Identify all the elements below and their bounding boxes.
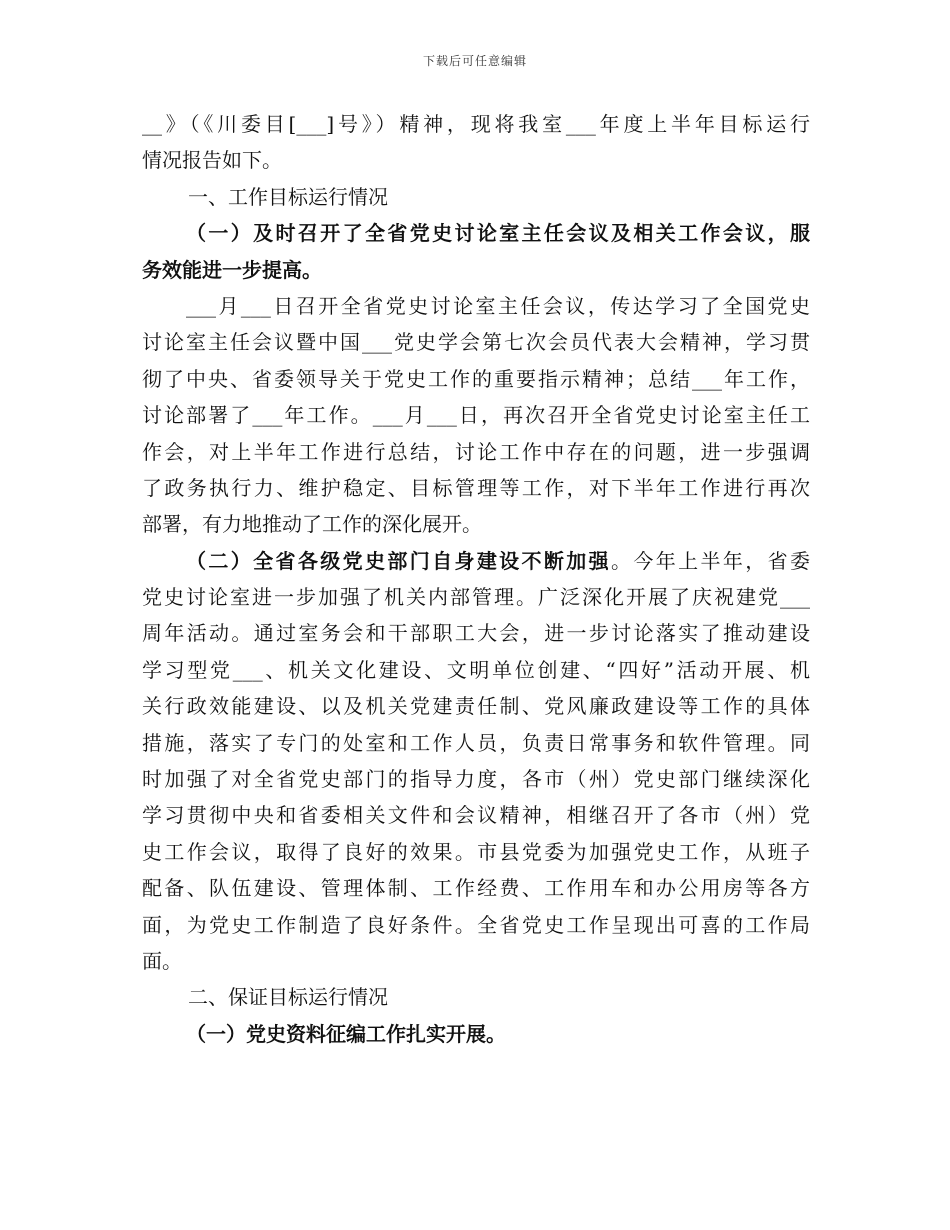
- subsection-heading: （一）党史资料征编工作扎实开展。: [186, 1021, 506, 1046]
- paragraph-line: 讨论部署了___年工作。___月___日，再次召开全省党史讨论室主任工: [142, 403, 810, 428]
- subsection-heading: （一）及时召开了全省党史讨论室主任会议及相关工作会议，服: [186, 221, 810, 246]
- paragraph-line: 周年活动。通过室务会和干部职工大会，进一步讨论落实了推动建设: [142, 621, 810, 646]
- subsection-heading: （二）全省各级党史部门自身建设不断加强: [186, 548, 612, 573]
- section-heading: 一、工作目标运行情况: [188, 184, 388, 209]
- paragraph-line: 部署，有力地推动了工作的深化展开。: [142, 512, 482, 537]
- paragraph-line: 学习贯彻中央和省委相关文件和会议精神，相继召开了各市（州）党: [142, 803, 810, 828]
- document-body: [142, 106, 810, 1052]
- paragraph-line: 学习型党___、机关文化建设、文明单位创建、“四好”活动开展、机: [142, 657, 810, 682]
- section-heading: 二、保证目标运行情况: [188, 985, 388, 1010]
- paragraph-text: 。今年上半年，省委: [611, 548, 811, 573]
- paragraph-line: 史工作会议，取得了良好的效果。市县党委为加强党史工作，从班子: [142, 839, 810, 864]
- paragraph-line: 面，为党史工作制造了良好条件。全省党史工作呈现出可喜的工作局: [142, 912, 810, 937]
- paragraph-line: 彻了中央、省委领导关于党史工作的重要指示精神；总结___年工作，: [142, 366, 810, 391]
- paragraph-line: 作会，对上半年工作进行总结，讨论工作中存在的问题，进一步强调: [142, 439, 810, 464]
- paragraph-line: [142, 543, 810, 579]
- paragraph-line: 措施，落实了专门的处室和工作人员，负责日常事务和软件管理。同: [142, 730, 810, 755]
- paragraph-line: 了政务执行力、维护稳定、目标管理等工作，对下半年工作进行再次: [142, 475, 810, 500]
- page-header: 下载后可任意编辑: [422, 54, 527, 68]
- paragraph-line: ___月___日召开全省党史讨论室主任会议，传达学习了全国党史: [186, 293, 810, 318]
- paragraph-line: 关行政效能建设、以及机关党建责任制、党风廉政建设等工作的具体: [142, 694, 810, 719]
- subsection-heading: 务效能进一步提高。: [142, 257, 322, 282]
- paragraph-line: 配备、队伍建设、管理体制、工作经费、工作用车和办公用房等各方: [142, 876, 810, 901]
- paragraph-line: 讨论室主任会议暨中国___党史学会第七次会员代表大会精神，学习贯: [142, 330, 810, 355]
- paragraph-line: 党史讨论室进一步加强了机关内部管理。广泛深化开展了庆祝建党___: [142, 585, 810, 610]
- paragraph-line: 面。: [142, 948, 182, 973]
- paragraph-line: 情况报告如下。: [142, 148, 282, 173]
- paragraph-line: __》（《川委目[___]号》）精神，现将我室___年度上半年目标运行: [142, 112, 810, 136]
- paragraph-line: 时加强了对全省党史部门的指导力度，各市（州）党史部门继续深化: [142, 767, 810, 792]
